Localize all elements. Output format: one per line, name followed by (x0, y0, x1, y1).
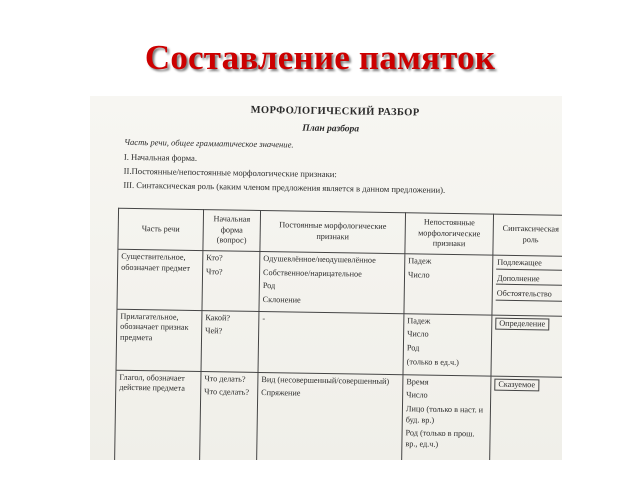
role-text: Дополнение (496, 273, 562, 286)
variable-features-cell (403, 313, 492, 375)
syntactic-role-cell (492, 255, 562, 316)
document-heading: МОРФОЛОГИЧЕСКИЙ РАЗБОР (250, 104, 420, 119)
feature-text: - (262, 313, 266, 323)
column-header: Непостоянные морфологические признаки (405, 213, 494, 255)
column-header: Начальная форма (вопрос) (203, 210, 261, 252)
variable-features-cell (404, 254, 493, 315)
part-of-speech-cell: Прилагательное, обозначает признак предмета (116, 309, 202, 371)
role-text: Определение (495, 317, 549, 331)
document-photo (90, 96, 562, 460)
question-text: Кто? (206, 253, 223, 263)
initial-form-cell (201, 310, 259, 372)
plan-line: II.Постоянные/непостоянные морфологические признаки: (123, 165, 337, 180)
role-text: Обстоятельство (496, 289, 562, 302)
initial-form-cell (199, 371, 258, 460)
feature-text: Род (262, 281, 276, 291)
plan-line: Часть речи, общее грамматическое значение. (124, 136, 294, 150)
question-text: Чей? (205, 326, 223, 336)
feature-text: Спряжение (261, 388, 301, 398)
question-text: Что делать? (204, 373, 246, 384)
column-header: Синтаксическая роль (493, 214, 562, 256)
table-row (117, 249, 562, 316)
table-row (116, 309, 562, 377)
part-of-speech-cell: Глагол, обозначает действие предмета (115, 370, 202, 460)
column-header: Постоянные морфологические признаки (260, 210, 406, 253)
plan-line: I. Начальная форма. (123, 151, 198, 163)
initial-form-cell (202, 251, 260, 312)
constant-features-cell (258, 311, 404, 374)
table-row (115, 370, 562, 460)
feature-text: Лицо (только в наст. и буд. вр.) (405, 404, 484, 425)
feature-text: Собственное/нарицательное (263, 267, 362, 279)
constant-features-cell (259, 251, 405, 313)
part-of-speech-cell: Существительное, обозначает предмет (117, 249, 203, 310)
syntactic-role-cell (489, 376, 562, 460)
syntactic-role-cell (491, 315, 562, 377)
feature-text: Одушевлённое/неодушевлённое (263, 254, 376, 265)
feature-text: Вид (несовершенный/совершенный) (261, 374, 390, 386)
feature-text: Падеж (408, 256, 432, 266)
morphology-table (114, 208, 562, 460)
table-header-row (118, 208, 562, 256)
plan-heading: План разбора (302, 123, 360, 135)
question-text: Что сделать? (204, 387, 250, 398)
feature-text: Время (406, 376, 429, 387)
role-text: Подлежащее (496, 258, 562, 271)
column-header: Часть речи (118, 208, 204, 250)
feature-text: Род (406, 343, 420, 353)
feature-text: Род (только в прош. вр., ед.ч.) (405, 428, 475, 449)
document-sheet (90, 96, 562, 460)
feature-text: Число (407, 269, 430, 280)
question-text: Какой? (205, 312, 231, 323)
question-text: Что? (206, 266, 223, 277)
variable-features-cell (401, 374, 491, 460)
role-text: Сказуемое (494, 378, 539, 391)
plan-line: III. Синтаксическая роль (каким членом предложения является в данном предложении). (123, 179, 446, 195)
slide-title: Составление памяток (144, 38, 496, 77)
feature-text: Склонение (262, 294, 301, 305)
feature-text: (только в ед.ч.) (406, 356, 460, 367)
feature-text: Число (406, 390, 428, 400)
feature-text: Число (407, 329, 429, 339)
feature-text: Падеж (407, 315, 431, 326)
constant-features-cell (256, 372, 403, 460)
